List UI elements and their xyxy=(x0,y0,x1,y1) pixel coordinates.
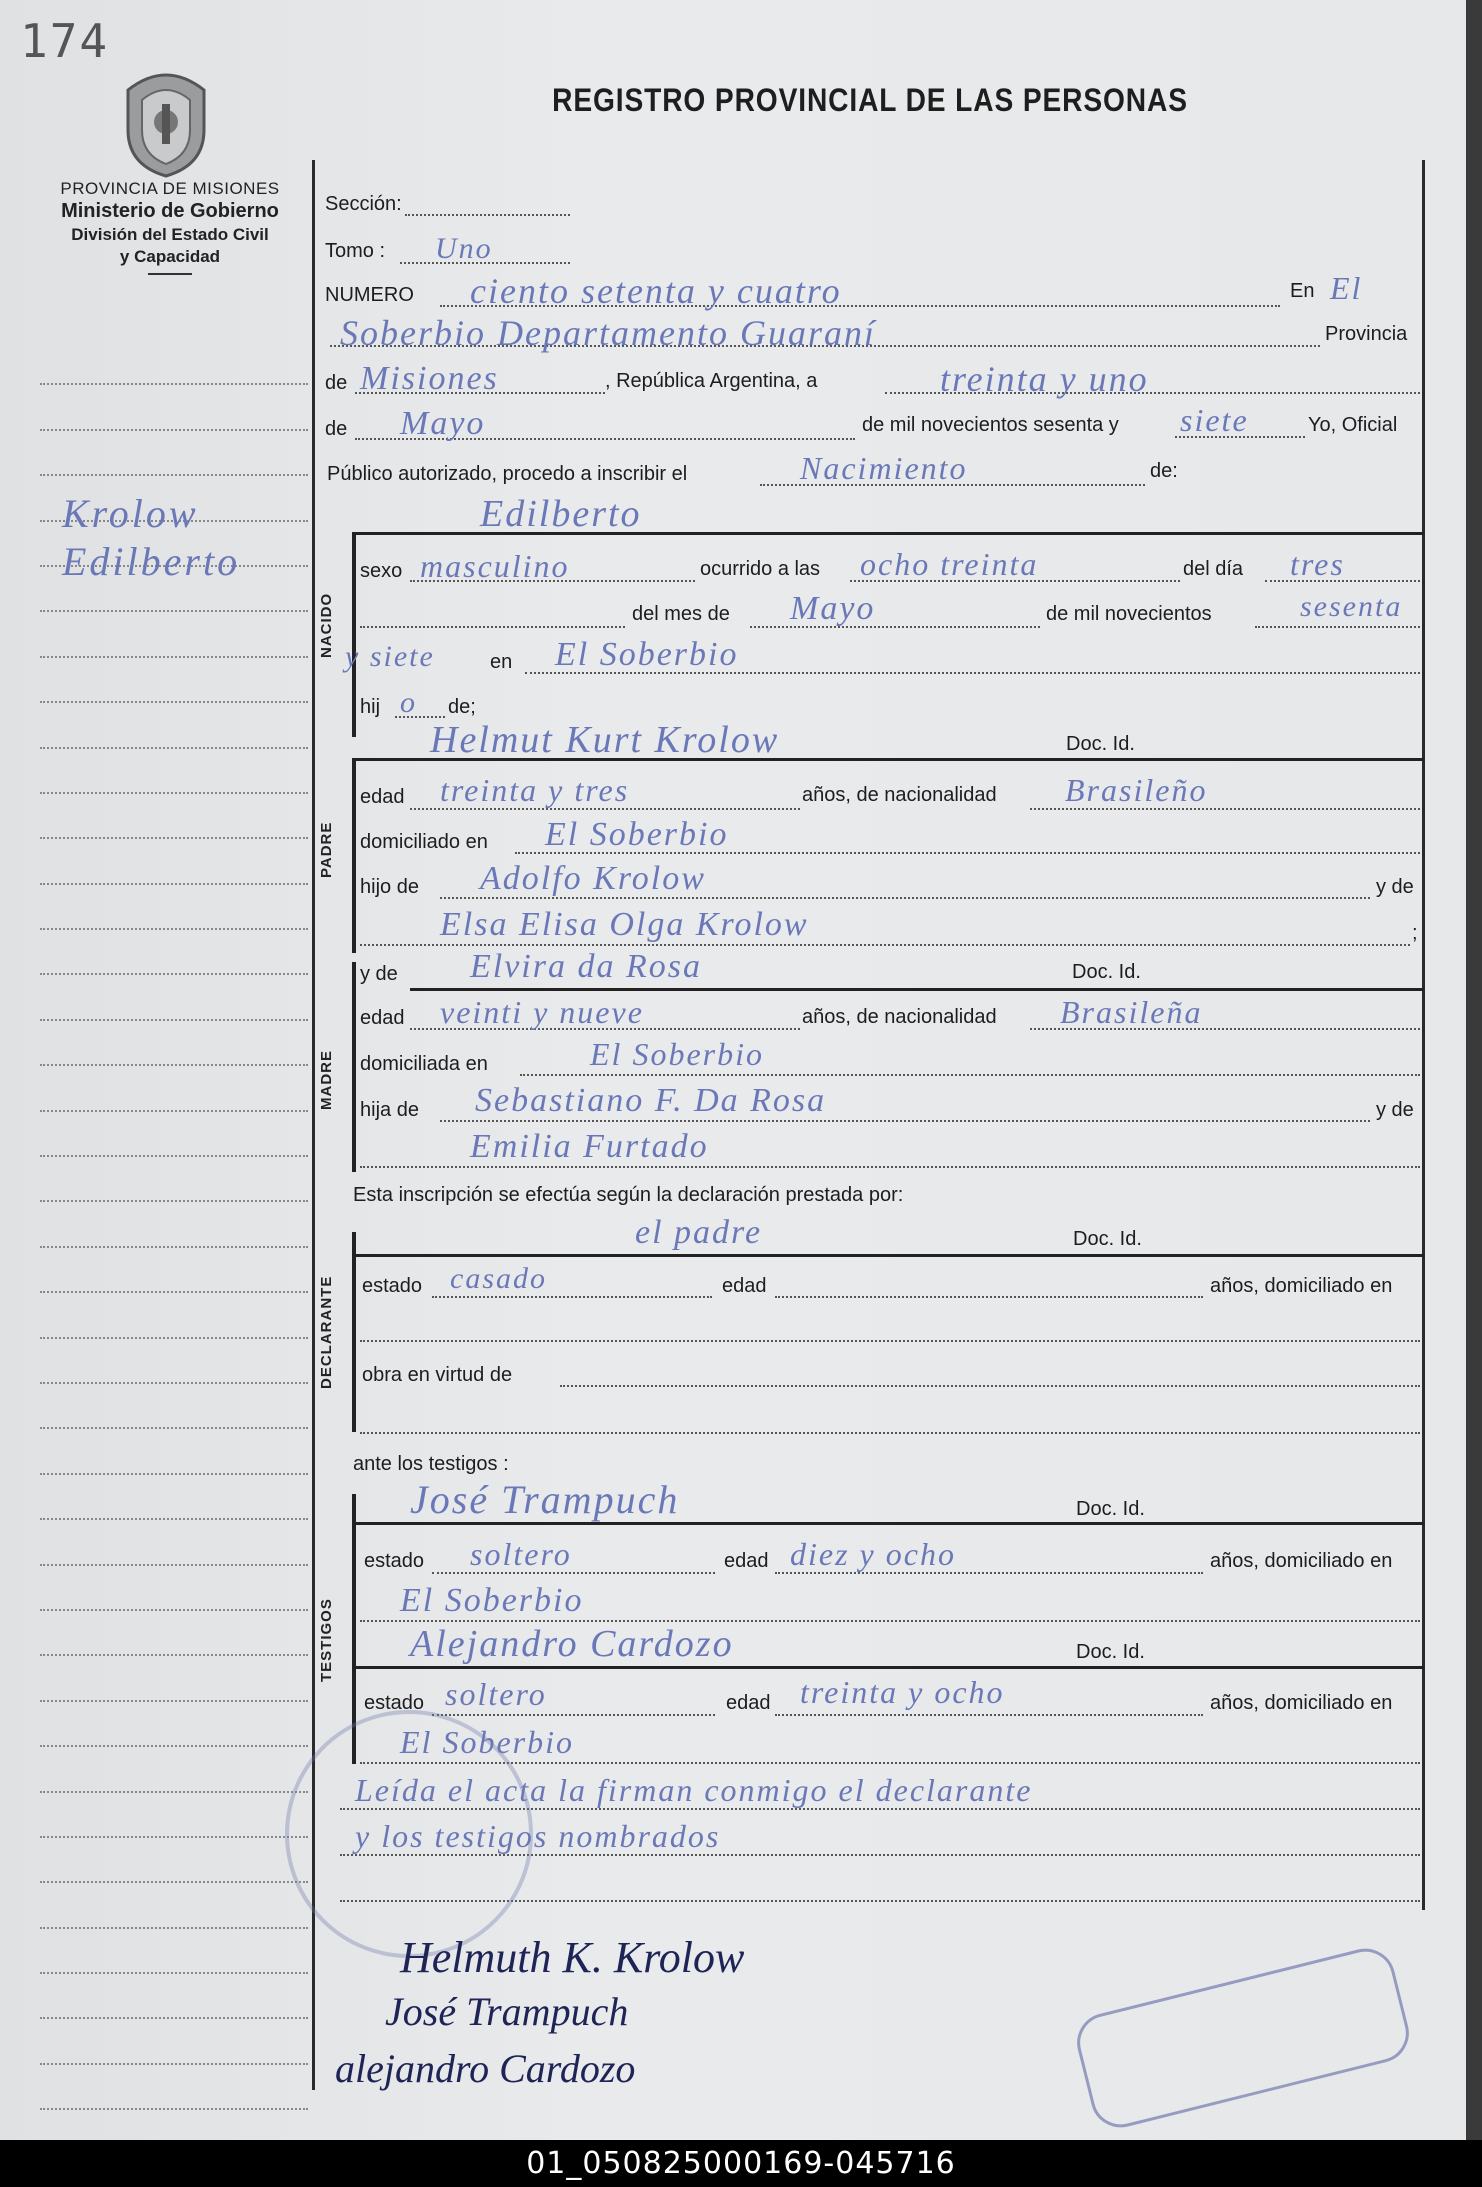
madre-father-field xyxy=(440,1120,1370,1122)
madre-name-value: Elvira da Rosa xyxy=(470,948,702,985)
hij-de-label: de; xyxy=(448,696,476,718)
year-value: siete xyxy=(1180,402,1249,438)
mes-lead-field xyxy=(360,626,625,628)
testigo2-name-value: Alejandro Cardozo xyxy=(410,1623,734,1665)
declarante-estado-field xyxy=(432,1296,712,1298)
padre-dom-label: domiciliado en xyxy=(360,831,488,853)
testigo2-estado-field xyxy=(432,1714,715,1716)
madre-doc-label: Doc. Id. xyxy=(1072,961,1141,983)
day-value: treinta y uno xyxy=(940,359,1149,399)
testigo2-edad-label: edad xyxy=(726,1692,771,1714)
signature-witness-2: alejandro Cardozo xyxy=(335,2046,636,2091)
ocurrido-label: ocurrido a las xyxy=(700,558,821,580)
seccion-label: Sección: xyxy=(325,193,402,215)
signature-father: Helmuth K. Krolow xyxy=(400,1933,745,1982)
seccion-field xyxy=(405,214,570,216)
testigo1-name-value: José Trampuch xyxy=(410,1477,680,1522)
testigo2-edad-field xyxy=(775,1714,1203,1716)
oficial-label: Yo, Oficial xyxy=(1308,414,1398,436)
declarante-obra-field xyxy=(560,1385,1420,1387)
nacido-section-label: NACIDO xyxy=(318,592,335,658)
agency-rule xyxy=(148,273,192,275)
closing-line-2: y los testigos nombrados xyxy=(355,1818,721,1854)
madre-yde-label: y de xyxy=(360,963,398,985)
hij-value: o xyxy=(400,686,417,719)
testigo2-dom-value: El Soberbio xyxy=(400,1724,574,1760)
hora-value: ocho treinta xyxy=(860,546,1039,582)
madre-hija-label: hija de xyxy=(360,1099,419,1121)
testigo1-edad-label: edad xyxy=(724,1550,769,1572)
declarante-estado-value: casado xyxy=(450,1262,547,1295)
declarante-obra-label: obra en virtud de xyxy=(362,1364,513,1386)
testigo2-anios-label: años, domiciliado en xyxy=(1210,1692,1393,1714)
agency-capacity: y Capacidad xyxy=(119,246,221,266)
tomo-value: Uno xyxy=(435,232,493,265)
testigo1-dom-value: El Soberbio xyxy=(400,1582,584,1619)
sexo-label: sexo xyxy=(360,560,403,582)
padre-semicolon: ; xyxy=(1412,922,1418,944)
agency-ministry: Ministerio de Gobierno xyxy=(61,200,279,223)
sexo-value: masculino xyxy=(420,548,570,584)
declarante-estado-label: estado xyxy=(362,1275,423,1297)
padre-edad-value: treinta y tres xyxy=(440,772,630,808)
testigo1-estado-value: soltero xyxy=(470,1536,572,1572)
numero-value: ciento setenta y cuatro xyxy=(470,271,842,311)
margin-notes-lines xyxy=(40,340,308,2120)
padre-y-de-label: y de xyxy=(1376,876,1414,898)
province-value: Misiones xyxy=(360,360,499,397)
de-colon-label: de: xyxy=(1150,460,1178,482)
nacido-en-label: en xyxy=(490,651,513,673)
madre-father-value: Sebastiano F. Da Rosa xyxy=(475,1082,827,1119)
padre-doc-label: Doc. Id. xyxy=(1066,733,1135,755)
margin-given-name: Edilberto xyxy=(62,539,241,584)
madre-dom-field xyxy=(520,1074,1420,1076)
testigos-label: ante los testigos : xyxy=(353,1453,509,1475)
numero-label: NUMERO xyxy=(325,284,414,306)
margin-surname: Krolow xyxy=(62,491,199,536)
madre-dom-label: domiciliada en xyxy=(360,1053,488,1075)
page-binding-edge xyxy=(1466,0,1482,2140)
testigo2-name-rule xyxy=(356,1666,1424,1669)
testigo1-anios-label: años, domiciliado en xyxy=(1210,1550,1393,1572)
mes-value: Mayo xyxy=(790,590,876,627)
de2-label: de xyxy=(325,418,348,440)
document-title: REGISTRO PROVINCIAL DE LAS PERSONAS xyxy=(552,82,1188,118)
provincial-crest-icon xyxy=(118,60,214,178)
padre-hijo-label: hijo de xyxy=(360,876,419,898)
declarante-edad-label: edad xyxy=(722,1275,767,1297)
testigo2-estado-label: estado xyxy=(364,1692,425,1714)
declarante-edad-field xyxy=(775,1296,1203,1298)
folio-number: 174 xyxy=(20,14,110,68)
anio-value: sesenta xyxy=(1300,590,1403,623)
de-label: de xyxy=(325,372,348,394)
padre-nac-label: años, de nacionalidad xyxy=(802,784,997,806)
acto-value: Nacimiento xyxy=(800,450,968,486)
mil-label: de mil novecientos xyxy=(1046,603,1212,625)
padre-nac-value: Brasileño xyxy=(1065,772,1208,808)
hij-label: hij xyxy=(360,696,381,718)
agency-division: División del Estado Civil xyxy=(71,225,269,245)
madre-dom-value: El Soberbio xyxy=(590,1036,764,1072)
declarante-dom-field xyxy=(360,1340,1420,1342)
republica-label: , República Argentina, a xyxy=(605,370,818,392)
tomo-label: Tomo : xyxy=(325,240,386,262)
issuing-agency xyxy=(20,178,320,275)
madre-y-de-label: y de xyxy=(1376,1099,1414,1121)
padre-father-value: Adolfo Krolow xyxy=(480,860,706,897)
dia-value: tres xyxy=(1290,546,1345,582)
madre-nac-label: años, de nacionalidad xyxy=(802,1006,997,1028)
padre-mother-field xyxy=(360,944,1410,946)
scan-identifier: 01_050825000169-045716 xyxy=(0,2140,1482,2187)
declarante-obra-field-2 xyxy=(360,1432,1420,1434)
testigo2-edad-value: treinta y ocho xyxy=(800,1674,1005,1710)
anio-field xyxy=(1255,626,1420,628)
month-value: Mayo xyxy=(400,405,486,442)
anio-value-continued: y siete xyxy=(345,640,435,673)
madre-edad-value: veinti y nueve xyxy=(440,994,644,1030)
agency-province: PROVINCIA DE MISIONES xyxy=(60,179,280,198)
padre-mother-value: Elsa Elisa Olga Krolow xyxy=(440,906,809,943)
en-label: En xyxy=(1290,280,1315,302)
padre-edad-label: edad xyxy=(360,786,405,808)
declarante-anios-label: años, domiciliado en xyxy=(1210,1275,1393,1297)
year-label: de mil novecientos sesenta y xyxy=(862,414,1119,436)
testigo1-estado-label: estado xyxy=(364,1550,425,1572)
testigo2-estado-value: soltero xyxy=(445,1676,547,1712)
lugar-value: El Soberbio xyxy=(555,636,739,673)
testigo1-doc-label: Doc. Id. xyxy=(1076,1498,1145,1520)
testigos-section-label: TESTIGOS xyxy=(318,1598,335,1682)
declarante-doc-label: Doc. Id. xyxy=(1073,1228,1142,1250)
madre-edad-label: edad xyxy=(360,1007,405,1029)
official-seal-oval xyxy=(1071,1942,1415,2133)
closing-line-1: Leída el acta la firman conmigo el declarante xyxy=(355,1772,1033,1808)
testigo1-edad-value: diez y ocho xyxy=(790,1536,956,1572)
signature-witness-1: José Trampuch xyxy=(385,1989,629,2034)
declarante-section-label: DECLARANTE xyxy=(318,1275,335,1390)
declarante-name-value: el padre xyxy=(635,1214,763,1251)
en-value: El xyxy=(1330,270,1363,306)
testigo2-doc-label: Doc. Id. xyxy=(1076,1641,1145,1663)
madre-nac-value: Brasileña xyxy=(1060,994,1203,1030)
publico-label: Público autorizado, procedo a inscribir el xyxy=(327,463,688,485)
form-right-border xyxy=(1422,160,1425,1910)
provincia-label: Provincia xyxy=(1325,323,1408,345)
madre-mother-field xyxy=(360,1166,1420,1168)
padre-dom-value: El Soberbio xyxy=(545,816,729,853)
del-dia-label: del día xyxy=(1183,558,1244,580)
testigo2-dom-field xyxy=(360,1762,1420,1764)
declarante-top-rule xyxy=(352,1254,1424,1257)
mes-label: del mes de xyxy=(632,603,730,625)
nacido-name-value: Edilberto xyxy=(480,493,642,535)
place-value: Soberbio Departamento Guaraní xyxy=(340,313,876,353)
madre-mother-value: Emilia Furtado xyxy=(470,1128,709,1165)
padre-name-value: Helmut Kurt Krolow xyxy=(430,719,780,761)
declaracion-label: Esta inscripción se efectúa según la declaración prestada por: xyxy=(353,1184,904,1206)
madre-section-label: MADRE xyxy=(318,1050,335,1110)
official-seal-round xyxy=(285,1710,533,1958)
padre-section-label: PADRE xyxy=(318,821,335,879)
madre-name-rule xyxy=(410,988,1424,991)
